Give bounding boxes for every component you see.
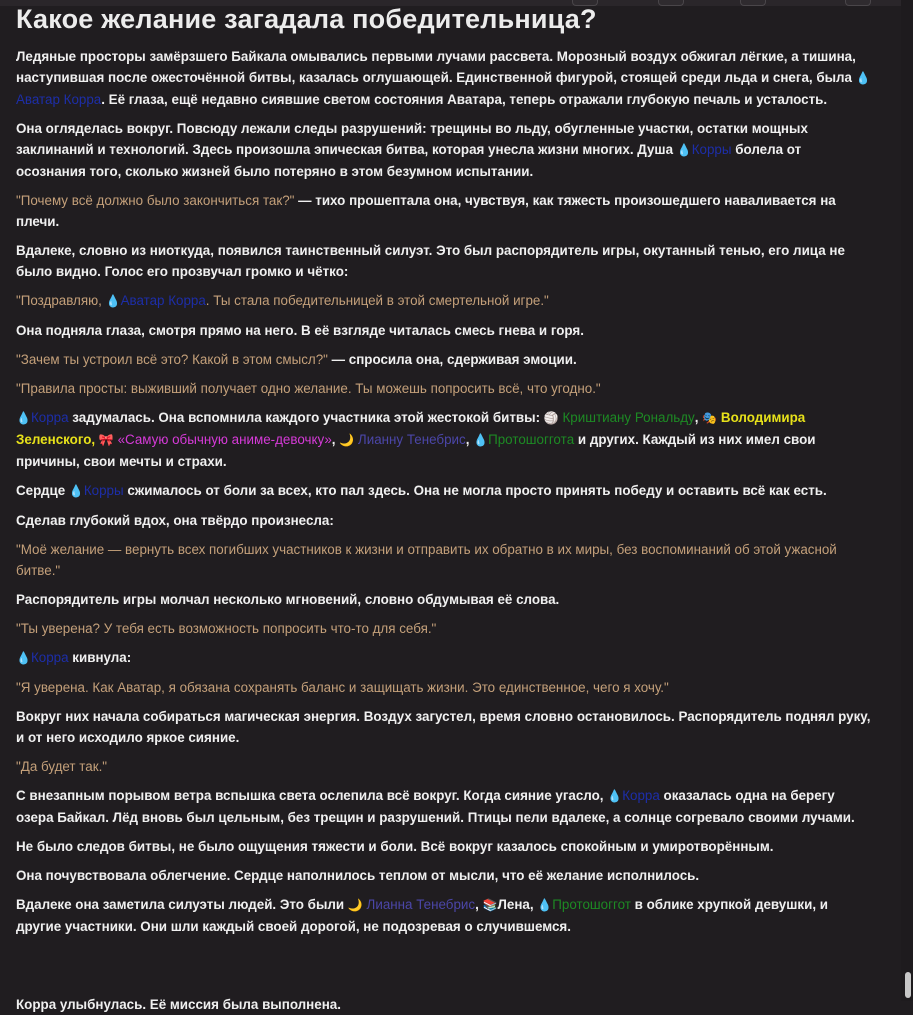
books-icon: 📚 bbox=[482, 898, 498, 912]
water-drop-icon: 💧 bbox=[473, 433, 489, 447]
character-name: Лианну Тенебрис bbox=[357, 432, 466, 447]
paragraph: Вокруг них начала собираться магическая энергия. Воздух загустел, время словно остановилось. Распорядитель поднял руку, и от него исходило яркое сияние. bbox=[16, 709, 871, 745]
crescent-moon-icon: 🌙 bbox=[347, 898, 363, 912]
paragraph bbox=[16, 118, 872, 182]
theater-masks-icon: 🎭 bbox=[702, 411, 718, 425]
text: в облике хрупкой девушки, и другие участники. Они шли каждый своей дорогой, не подозревая о случившемся. bbox=[16, 897, 829, 934]
scrollbar[interactable] bbox=[901, 0, 913, 1001]
paragraph bbox=[16, 190, 872, 232]
water-drop-icon: 💧 bbox=[676, 143, 692, 157]
page-title: Какое желание загадала победительница? bbox=[16, 4, 597, 34]
water-drop-icon: 💧 bbox=[607, 789, 623, 803]
paragraph: Она подняла глаза, смотря прямо на него. В её взгляде читалась смесь гнева и горя. bbox=[16, 323, 584, 338]
ribbon-icon: 🎀 bbox=[98, 433, 114, 447]
text: сжималось от боли за всех, кто пал здесь. Она не могла просто принять победу и оставить всё как есть. bbox=[127, 483, 827, 498]
character-name: Криштиану Рональду bbox=[562, 410, 695, 425]
text: . Её глаза, ещё недавно сиявшие светом состояния Аватара, теперь отражали глубокую печаль и усталость. bbox=[101, 92, 828, 107]
character-name: Протошогготa bbox=[488, 432, 575, 447]
text: оказалась одна на берегу озера Байкал. Лёд вновь был цельным, без трещин и разрушений. Птицы пели вдалеке, а солнце согревало своими лучами. bbox=[16, 788, 855, 825]
scrollbar-thumb[interactable] bbox=[905, 972, 911, 998]
text: Сердце bbox=[16, 483, 66, 498]
character-name: Лена bbox=[497, 897, 530, 912]
character-name: Корра bbox=[622, 788, 660, 803]
paragraph: "Ты уверена? У тебя есть возможность попросить что-то для себя." bbox=[16, 621, 437, 636]
character-name: Аватар Корра bbox=[16, 92, 102, 107]
text: Она огляделась вокруг. Повсюду лежали следы разрушений: трещины во льду, обугленные участки, остатки мощных заклинаний и технологий. Здесь произошла эпическая битва, которая унесла жизни многих. Душа bbox=[16, 121, 808, 157]
water-drop-icon: 💧 bbox=[68, 484, 84, 498]
character-name: Корра bbox=[30, 650, 69, 665]
water-drop-icon: 💧 bbox=[537, 898, 553, 912]
character-name: Корры bbox=[691, 142, 732, 157]
paragraph: Вдалеке, словно из ниоткуда, появился таинственный силуэт. Это был распорядитель игры, окутанный тенью, его лица не было видно. Голос его прозвучал громко и чётко: bbox=[16, 243, 845, 279]
volleyball-icon: 🏐 bbox=[543, 411, 559, 425]
paragraph bbox=[16, 480, 872, 502]
paragraph: Она почувствовала облегчение. Сердце наполнилось теплом от мысли, что её желание исполнилось. bbox=[16, 868, 700, 883]
paragraph: Сделав глубокий вдох, она твёрдо произнесла: bbox=[16, 513, 334, 528]
crescent-moon-icon: 🌙 bbox=[339, 433, 355, 447]
water-drop-icon: 💧 bbox=[105, 294, 121, 308]
character-name: Корра bbox=[30, 410, 69, 425]
text: Корра улыбнулась. Её миссия была выполнена. bbox=[16, 997, 341, 1012]
paragraph bbox=[16, 46, 872, 110]
quote: . Ты стала победительницей в этой смертельной игре." bbox=[205, 293, 549, 308]
text: Ледяные просторы замёрзшего Байкала омывались первыми лучами рассвета. Морозный воздух обжигал лёгкие, а тишина, наступившая после ожесточённой битвы, казалась оглушающей. Единственной фигурой, стоящей среди льда и снега, была bbox=[16, 49, 856, 85]
character-name: Лианна Тенебрис bbox=[366, 897, 476, 912]
paragraph bbox=[16, 349, 872, 370]
text: и других. Каждый из них имел свои причины, свои мечты и страхи. bbox=[16, 432, 816, 469]
character-name: «Самую обычную аниме-девочку» bbox=[117, 432, 332, 447]
paragraph: 💧Корра задумалась. Она вспомнила каждого участника этой жестокой битвы: 🏐 Криштиану Рональду, 🎭 Володимира Зеленского, 🎀 «Самую обычную аниме-девочку», 🌙 Лианну Тенебрис, 💧Протошогготa и других. Каждый из них имел свои причины, свои мечты и страхи. bbox=[16, 410, 816, 469]
paragraph: Вдалеке она заметила силуэты людей. Это были 🌙 Лианна Тенебрис, 📚Лена, 💧Протошоггот в облике хрупкой девушки, и другие участники. Они шли каждый своей дорогой, не подозревая о случившемся. bbox=[16, 897, 829, 934]
quote: "Почему всё должно было закончиться так?" bbox=[16, 193, 295, 208]
quote: "Зачем ты устроил всё это? Какой в этом смысл?" bbox=[16, 352, 328, 367]
paragraph: "Да будет так." bbox=[16, 759, 108, 774]
paragraph: "Правила просты: выживший получает одно желание. Ты можешь попросить всё, что угодно." bbox=[16, 381, 601, 396]
quote: "Поздравляю, bbox=[16, 293, 102, 308]
paragraph: Распорядитель игры молчал несколько мгновений, словно обдумывая её слова. bbox=[16, 592, 560, 607]
paragraph: "Моё желание — вернуть всех погибших участников к жизни и отправить их обратно в их миры, без воспоминаний об этой ужасной битве." bbox=[16, 542, 837, 578]
text: Вдалеке она заметила силуэты людей. Это были bbox=[16, 897, 345, 912]
water-drop-icon: 💧 bbox=[16, 651, 31, 665]
paragraph: "Я уверена. Как Аватар, я обязана сохранять баланс и защищать жизни. Это единственное, чего я хочу." bbox=[16, 680, 669, 695]
water-drop-icon: 💧 bbox=[16, 411, 31, 425]
paragraph: Не было следов битвы, не было ощущения тяжести и боли. Всё вокруг казалось спокойным и умиротворённым. bbox=[16, 839, 774, 854]
paragraph bbox=[16, 785, 872, 828]
text: — тихо прошептала она, чувствуя, как тяжесть произошедшего наваливается на плечи. bbox=[16, 193, 836, 229]
character-name: Корры bbox=[83, 483, 124, 498]
text: — спросила она, сдерживая эмоции. bbox=[327, 352, 577, 367]
text: задумалась. Она вспомнила каждого участника этой жестокой битвы: bbox=[72, 410, 541, 425]
text: болела от осознания того, сколько жизней было потеряно в этом безумном испытании. bbox=[16, 142, 802, 179]
paragraph bbox=[16, 290, 872, 312]
character-name: Протошоггот bbox=[552, 897, 631, 912]
text: кивнула: bbox=[72, 650, 132, 665]
character-name: Аватар Корра bbox=[120, 293, 206, 308]
story-content bbox=[16, 2, 872, 945]
paragraph bbox=[16, 647, 872, 669]
clipped-paragraph bbox=[16, 992, 716, 1012]
text: С внезапным порывом ветра вспышка света ослепила всё вокруг. Когда сияние угасло, bbox=[16, 788, 604, 803]
character-name: Володимира Зеленского, bbox=[16, 410, 806, 447]
water-drop-icon: 💧 bbox=[855, 71, 871, 85]
